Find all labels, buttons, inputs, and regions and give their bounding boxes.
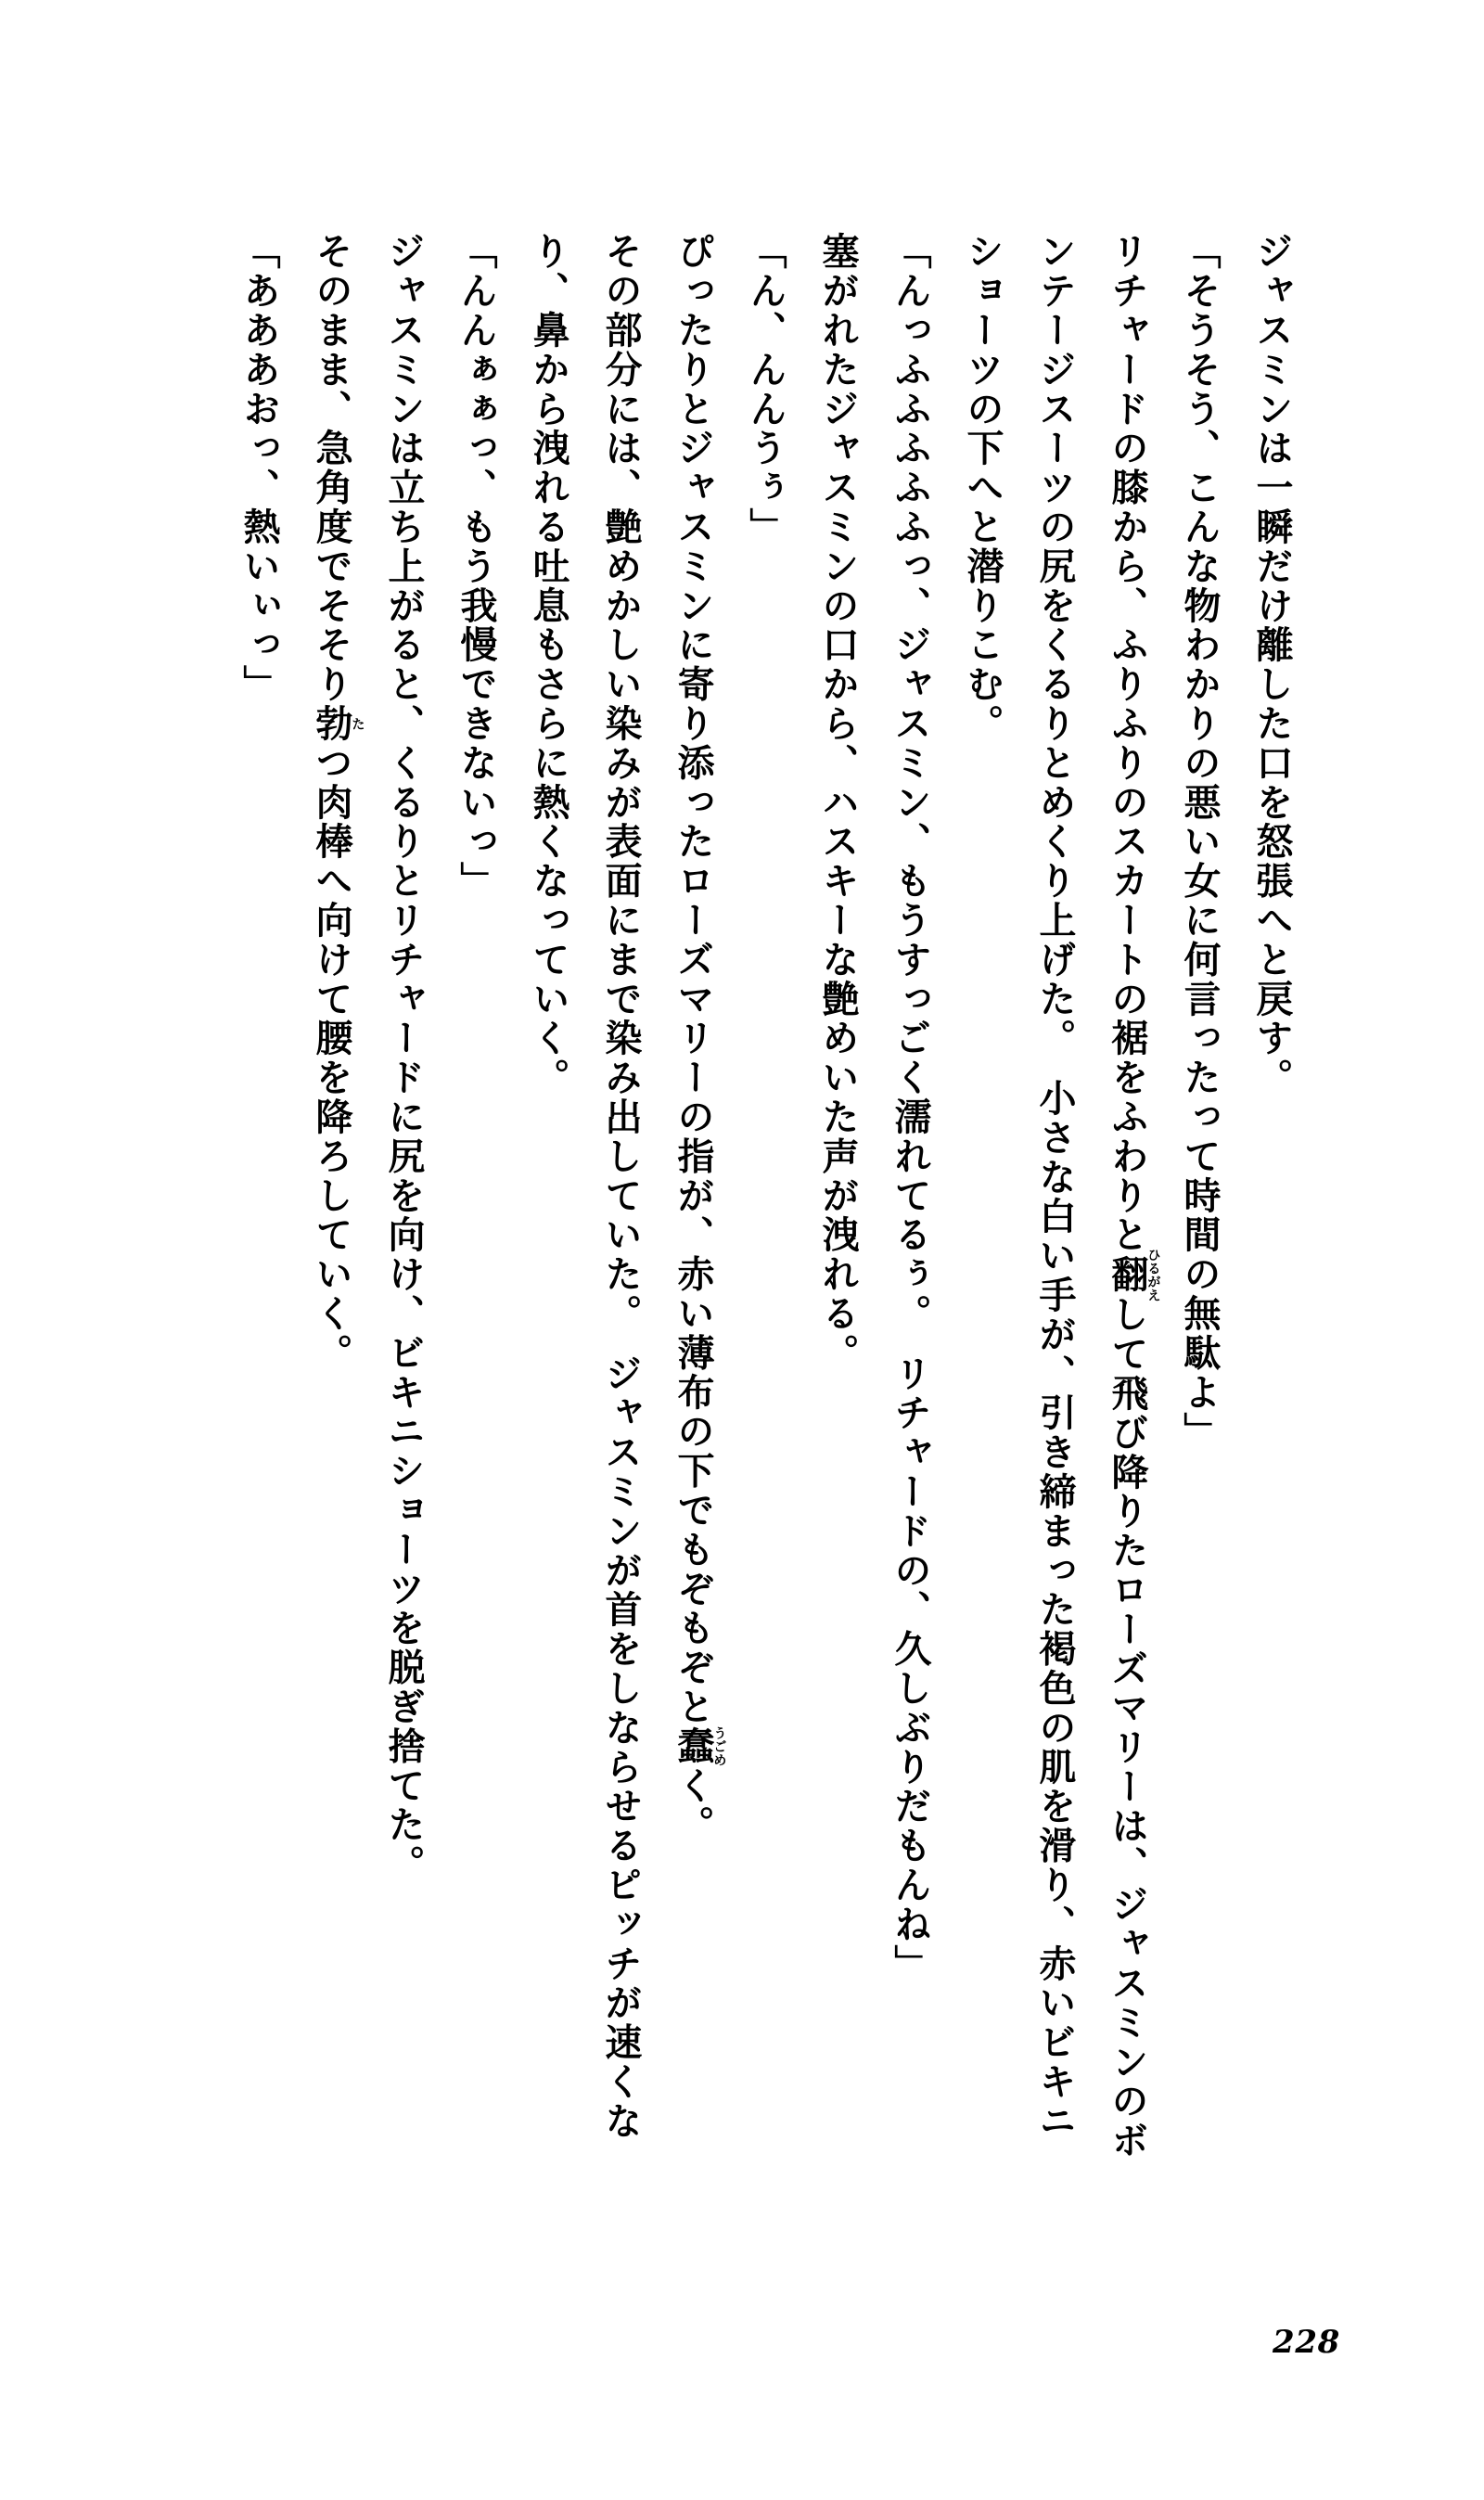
paragraph-5: 塞がれたジャスミンの口から、ハスキーな艶めいた声が洩れる。 — [816, 232, 860, 1373]
paragraph-8: その部分には、艶めかしい染みが表面にまで染み出していた。 ジャスミンが首をしならせるピッチが速くなり、鼻から洩れる吐息もさらに熱くなっていく。 — [527, 232, 643, 2141]
paragraph-7: ぴったりとジャスミンに寄り添ったローズマリーの指が、赤い薄布の下でもぞもぞと蠢うごめく。 — [672, 232, 727, 1845]
page-text-body — [158, 232, 1308, 2171]
paragraph-2: 「そうそう、こんな物わかりの悪い女に何言ったって時間の無駄よ」 — [1178, 232, 1222, 1452]
page-number: 228 — [1272, 2324, 1340, 2361]
paragraph-4: 「んっふふふふふっ、ジャスミン、もうすっごく濡れてるぅ。 リチャードの、久しぶりだもんね」 — [889, 232, 932, 1983]
paragraph-3: リチャードの膝から、ふりふりのスカートの裾をふわりと翻ひるがえして飛び降りたローズマリーは、ジャスミンのボンテージスーツの尻をくるりとめくり上げた。 小さな白い手が、引き締まった褐色の肌を滑り、赤いビキニショーツの下へと潜りこむ。 — [961, 232, 1161, 2160]
paragraph-11: そのまま、急角度でそそり勃たつ肉棒へ向けて腰を降ろしていく。 — [310, 232, 365, 1373]
paragraph-6: 「ん、んんうぅ」 — [744, 232, 787, 547]
paragraph-10: ジャスミンは立ち上がると、くるりとリチャードに尻を向け、ビキニショーツを脱ぎ捨てた。 — [382, 232, 426, 1884]
paragraph-9: 「んんぁぁっ、もう我慢できないっ」 — [454, 232, 498, 901]
paragraph-1: ジャスミンは一瞬だけ離した口を怒張へと戻す。 — [1250, 232, 1294, 1097]
ruby-hirugae: 翻ひるがえ — [1106, 1248, 1161, 1302]
ruby-ta: 勃た — [310, 703, 365, 744]
paragraph-12: 「あああおっ、熱いぃっ」 — [237, 232, 281, 704]
ruby-ugome: 蠢うごめ — [672, 1725, 727, 1767]
